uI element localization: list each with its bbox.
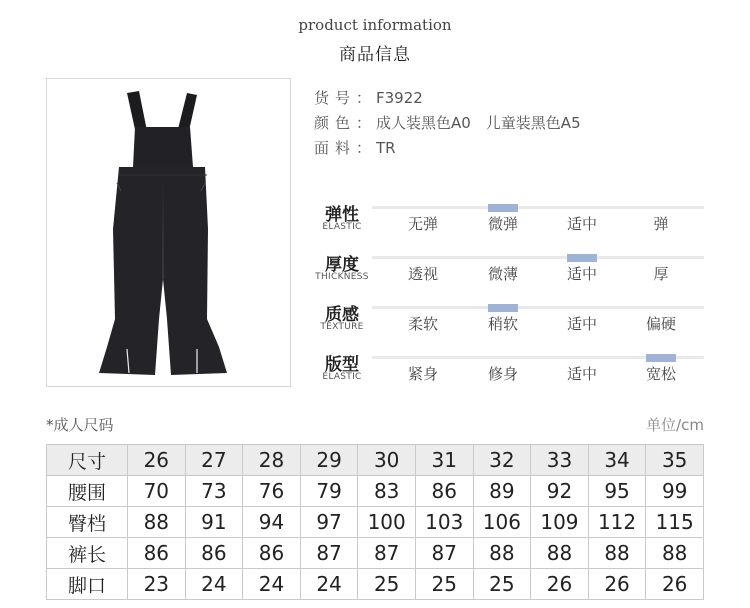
size-cell: 88 (588, 538, 646, 569)
product-photo (46, 78, 291, 387)
size-cell: 26 (588, 569, 646, 600)
attribute-option: 适中 (566, 365, 597, 383)
size-cell: 97 (300, 507, 358, 538)
size-row-label: 尺寸 (47, 445, 128, 476)
size-cell: 99 (646, 476, 704, 507)
size-chart-table (46, 444, 704, 600)
size-cell: 92 (531, 476, 589, 507)
size-cell: 33 (531, 445, 589, 476)
size-cell: 28 (243, 445, 301, 476)
size-cell: 88 (531, 538, 589, 569)
size-cell: 32 (473, 445, 531, 476)
attribute-track (372, 206, 704, 209)
size-cell: 25 (473, 569, 531, 600)
info-label: 面料： (314, 139, 378, 157)
size-cell: 26 (646, 569, 704, 600)
info-row (314, 112, 581, 134)
info-value: 成人装黑色A0 儿童装黑色A5 (376, 114, 581, 132)
size-cell: 100 (358, 507, 416, 538)
size-cell: 86 (128, 538, 186, 569)
size-cell: 23 (128, 569, 186, 600)
header-title-cn: 商品信息 (339, 45, 411, 65)
attribute-selected-marker (488, 204, 518, 212)
size-cell: 35 (646, 445, 704, 476)
attribute-option: 适中 (566, 265, 597, 283)
size-cell: 26 (531, 569, 589, 600)
size-cell: 86 (185, 538, 243, 569)
size-cell: 87 (300, 538, 358, 569)
size-row (47, 476, 704, 507)
attribute-name: 版型 (325, 355, 359, 375)
size-cell: 25 (358, 569, 416, 600)
size-row-label: 腰围 (47, 476, 128, 507)
attribute-option: 稍软 (487, 315, 518, 333)
attribute-option: 适中 (566, 315, 597, 333)
attribute-name-en: THICKNESS (315, 272, 369, 282)
attribute-option: 微薄 (487, 265, 518, 283)
size-cell: 24 (300, 569, 358, 600)
attribute-option: 紧身 (407, 365, 438, 383)
size-cell: 70 (128, 476, 186, 507)
size-cell: 27 (185, 445, 243, 476)
size-row (47, 569, 704, 600)
size-row-label: 裤长 (47, 538, 128, 569)
attribute-name-en: ELASTIC (322, 372, 362, 382)
attribute-option: 微弹 (487, 215, 518, 233)
size-chart-note: *成人尺码 (46, 416, 114, 434)
size-cell: 25 (415, 569, 473, 600)
size-cell: 30 (358, 445, 416, 476)
attribute-track (372, 256, 704, 259)
info-value: F3922 (376, 89, 423, 107)
size-cell: 88 (128, 507, 186, 538)
attribute-option: 弹 (653, 215, 669, 233)
size-cell: 24 (185, 569, 243, 600)
attribute-option: 无弹 (407, 215, 438, 233)
size-cell: 88 (646, 538, 704, 569)
size-cell: 106 (473, 507, 531, 538)
attribute-name: 厚度 (325, 255, 359, 275)
size-cell: 103 (415, 507, 473, 538)
attribute-option: 修身 (487, 365, 518, 383)
size-cell: 88 (473, 538, 531, 569)
attribute-option: 宽松 (645, 365, 676, 383)
size-cell: 29 (300, 445, 358, 476)
overalls-illustration (47, 79, 290, 386)
attribute-name-en: ELASTIC (322, 222, 362, 232)
size-cell: 73 (185, 476, 243, 507)
size-cell: 109 (531, 507, 589, 538)
size-cell: 91 (185, 507, 243, 538)
size-cell: 89 (473, 476, 531, 507)
attribute-option: 透视 (407, 265, 438, 283)
attribute-selected-marker (488, 304, 518, 312)
size-cell: 87 (358, 538, 416, 569)
attribute-name-en: TEXTURE (320, 322, 364, 332)
size-row-label: 臀档 (47, 507, 128, 538)
info-row (314, 87, 423, 109)
size-row-label: 脚口 (47, 569, 128, 600)
attribute-track (372, 306, 704, 309)
attribute-option: 柔软 (407, 315, 438, 333)
info-row (314, 137, 396, 159)
attribute-option: 偏硬 (645, 315, 676, 333)
size-cell: 34 (588, 445, 646, 476)
attribute-selected-marker (646, 354, 676, 362)
size-chart-unit: 单位/cm (646, 416, 704, 434)
attribute-name: 质感 (325, 305, 359, 325)
attribute-selected-marker (567, 254, 597, 262)
size-cell: 86 (415, 476, 473, 507)
size-row (47, 538, 704, 569)
info-value: TR (376, 139, 396, 157)
size-cell: 79 (300, 476, 358, 507)
size-cell: 83 (358, 476, 416, 507)
size-cell: 94 (243, 507, 301, 538)
attribute-option: 厚 (653, 265, 669, 283)
size-cell: 86 (243, 538, 301, 569)
size-cell: 31 (415, 445, 473, 476)
attribute-name: 弹性 (325, 205, 359, 225)
size-cell: 24 (243, 569, 301, 600)
size-row (47, 507, 704, 538)
size-cell: 87 (415, 538, 473, 569)
size-header-row (47, 445, 704, 476)
size-cell: 115 (646, 507, 704, 538)
size-cell: 112 (588, 507, 646, 538)
header-title-en: product information (298, 16, 452, 34)
info-label: 颜色： (314, 114, 378, 132)
info-label: 货号： (314, 89, 378, 107)
attribute-option: 适中 (566, 215, 597, 233)
size-cell: 26 (128, 445, 186, 476)
size-cell: 76 (243, 476, 301, 507)
size-cell: 95 (588, 476, 646, 507)
